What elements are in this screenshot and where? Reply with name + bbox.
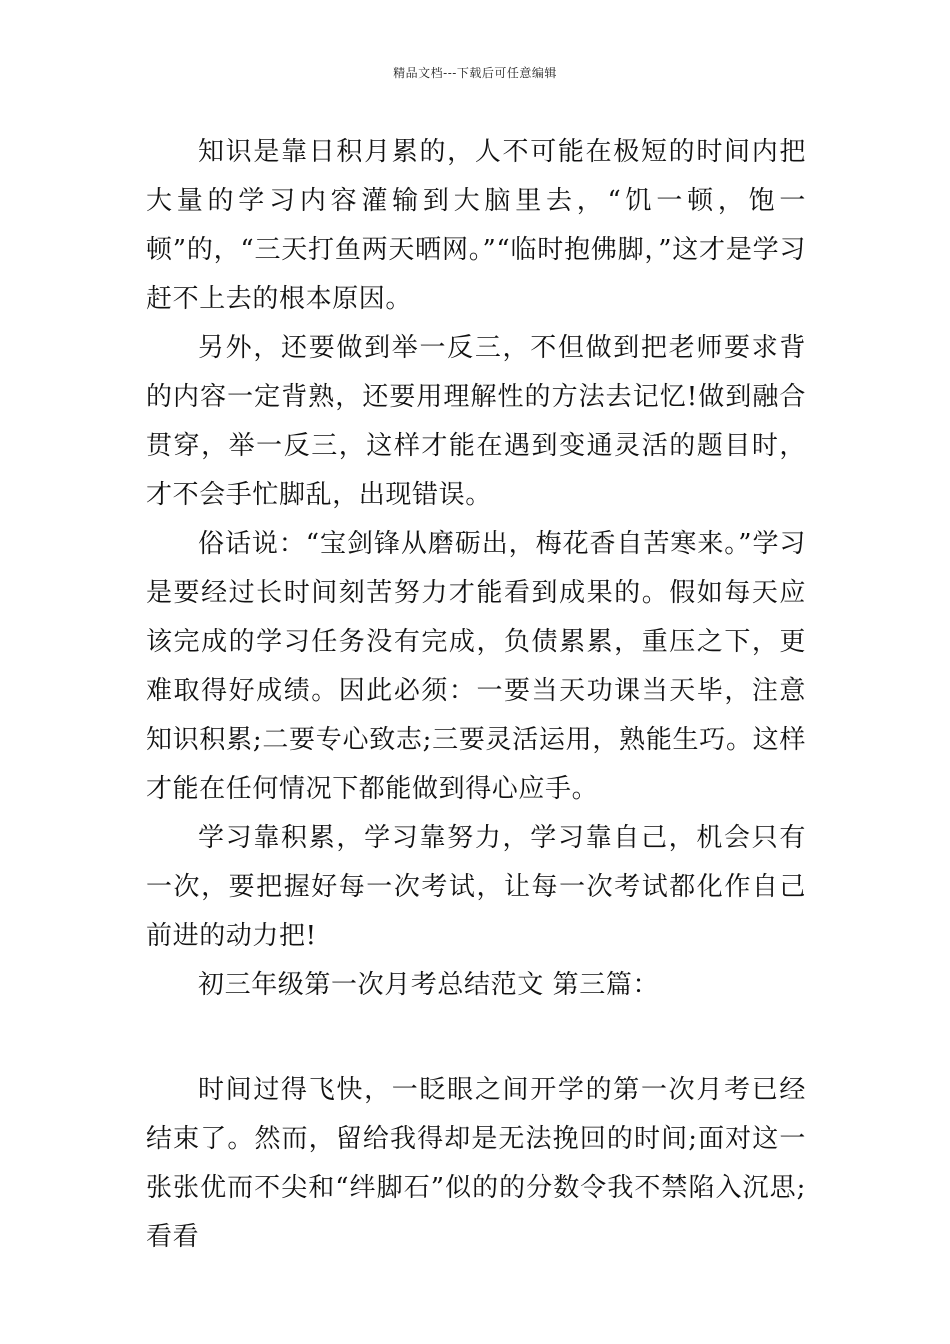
paragraph-time-flies: 时间过得飞快，一眨眼之间开学的第一次月考已经结束了。然而，留给我得却是无法挽回的时间;面对这一张张优而不尖和“绊脚石”似的的分数令我不禁陷入沉思;看看 [146,1075,806,1252]
paragraph-learning-effort: 学习靠积累，学习靠努力，学习靠自己，机会只有一次，要把握好每一次考试，让每一次考试都化作自己前进的动力把! [146,823,806,951]
paragraph-draw-inferences: 另外，还要做到举一反三，不但做到把老师要求背的内容一定背熟，还要用理解性的方法去记忆!做到融合贯穿，举一反三，这样才能在遇到变通灵活的题目时，才不会手忙脚乱，出现错误。 [146,333,806,510]
paragraph-proverb: 俗话说：“宝剑锋从磨砺出，梅花香自苦寒来。”学习是要经过长时间刻苦努力才能看到成果的。假如每天应该完成的学习任务没有完成，负债累累，重压之下，更难取得好成绩。因此必须：一要当天功课当天毕，注意知识积累;二要专心致志;三要灵活运用，熟能生巧。这样才能在任何情况下都能做到得心应手。 [146,529,807,804]
document-body [146,128,806,1262]
paragraph-knowledge-accumulation: 知识是靠日积月累的，人不可能在极短的时间内把大量的学习内容灌输到大脑里去，“饥一顿，饱一顿”的，“三天打鱼两天晒网。”“临时抱佛脚，”这才是学习赶不上去的根本原因。 [146,137,806,314]
page-header-note: 精品文档---下载后可任意编辑 [393,66,557,80]
section-heading: 初三年级第一次月考总结范文 第三篇： [198,970,660,1000]
section-spacer [146,1010,806,1066]
